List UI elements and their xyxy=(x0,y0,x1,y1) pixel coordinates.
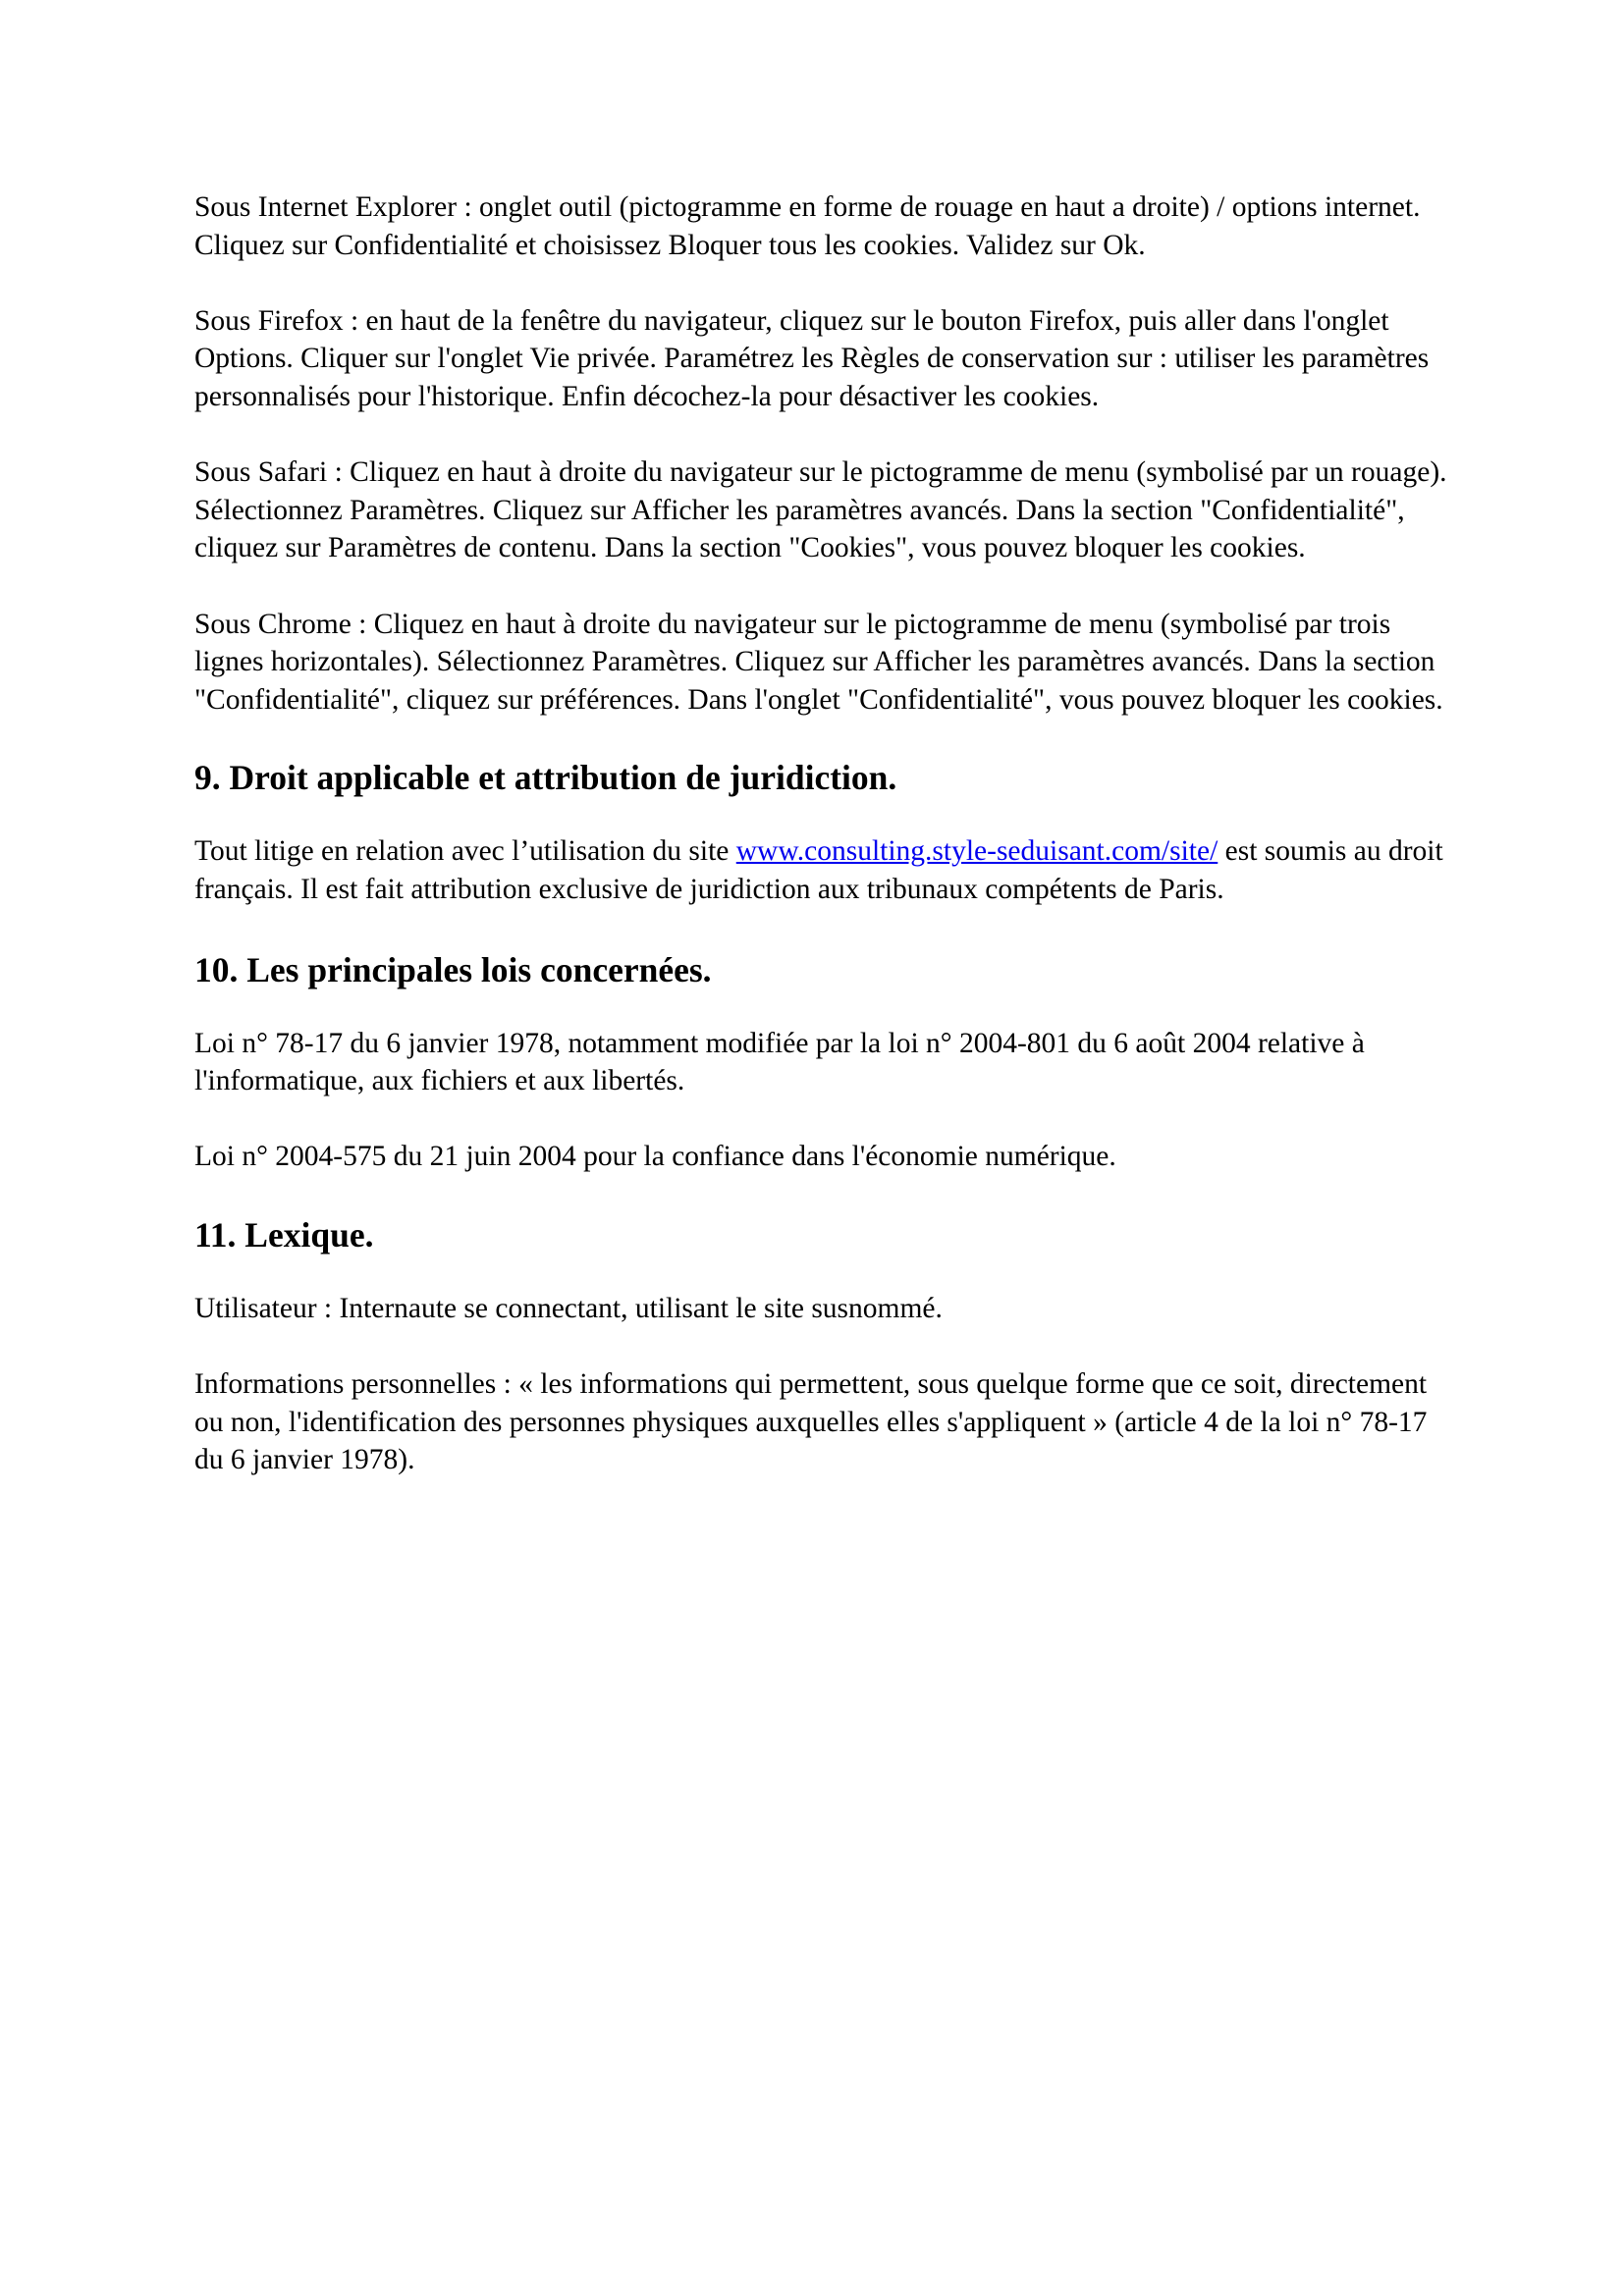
section-9-text-before: Tout litige en relation avec l’utilisation du site xyxy=(194,835,736,868)
section-10-law-2: Loi n° 2004-575 du 21 juin 2004 pour la confiance dans l'économie numérique. xyxy=(194,1141,1116,1173)
paragraph-chrome: Sous Chrome : Cliquez en haut à droite du navigateur sur le pictogramme de menu (symbolisé par trois lignes horizontales). Sélectionnez Paramètres. Cliquez sur Afficher les paramètres avancés. Dans la section "Confidentialité", cliquez sur préférences. Dans l'onglet "Confidentialité", vous pouvez bloquer les cookies. xyxy=(194,608,1443,716)
section-11-definition-user: Utilisateur : Internaute se connectant, utilisant le site susnommé. xyxy=(194,1292,943,1324)
paragraph-internet-explorer: Sous Internet Explorer : onglet outil (pictogramme en forme de rouage en haut a droite) / options internet. Cliquez sur Confidentialité et choisissez Bloquer tous les cookies. Validez sur Ok. xyxy=(194,191,1421,261)
paragraph-safari: Sous Safari : Cliquez en haut à droite du navigateur sur le pictogramme de menu (symbolisé par un rouage). Sélectionnez Paramètres. Cliquez sur Afficher les paramètres avancés. Dans la section "Confidentialité", cliquez sur Paramètres de contenu. Dans la section "Cookies", vous pouvez bloquer les cookies. xyxy=(194,456,1447,564)
site-link[interactable]: www.consulting.style-seduisant.com/site/ xyxy=(735,835,1218,868)
section-10-law-1: Loi n° 78-17 du 6 janvier 1978, notamment modifiée par la loi n° 2004-801 du 6 août 2004 relative à l'informatique, aux fichiers et aux libertés. xyxy=(194,1027,1365,1097)
section-10-title: 10. Les principales lois concernées. xyxy=(194,949,712,989)
section-9-text-after: est soumis au droit français. Il est fait attribution exclusive de juridiction aux tribunaux compétents de Paris. xyxy=(194,835,1443,905)
paragraph-firefox: Sous Firefox : en haut de la fenêtre du navigateur, cliquez sur le bouton Firefox, puis aller dans l'onglet Options. Cliquer sur l'onglet Vie privée. Paramétrez les Règles de conservation sur : utiliser les paramètres personnalisés pour l'historique. Enfin décochez-la pour désactiver les cookies. xyxy=(194,304,1430,412)
document-page xyxy=(194,188,1461,1517)
section-9-title: 9. Droit applicable et attribution de juridiction. xyxy=(194,758,897,798)
section-9-paragraph xyxy=(194,832,1461,908)
section-11-title: 11. Lexique. xyxy=(194,1214,374,1255)
section-11-definition-personal-info: Informations personnelles : « les informations qui permettent, sous quelque forme que ce soit, directement ou non, l'identification des personnes physiques auxquelles elles s'appliquent » (article 4 de la loi n° 78-17 du 6 janvier 1978). xyxy=(194,1368,1428,1476)
